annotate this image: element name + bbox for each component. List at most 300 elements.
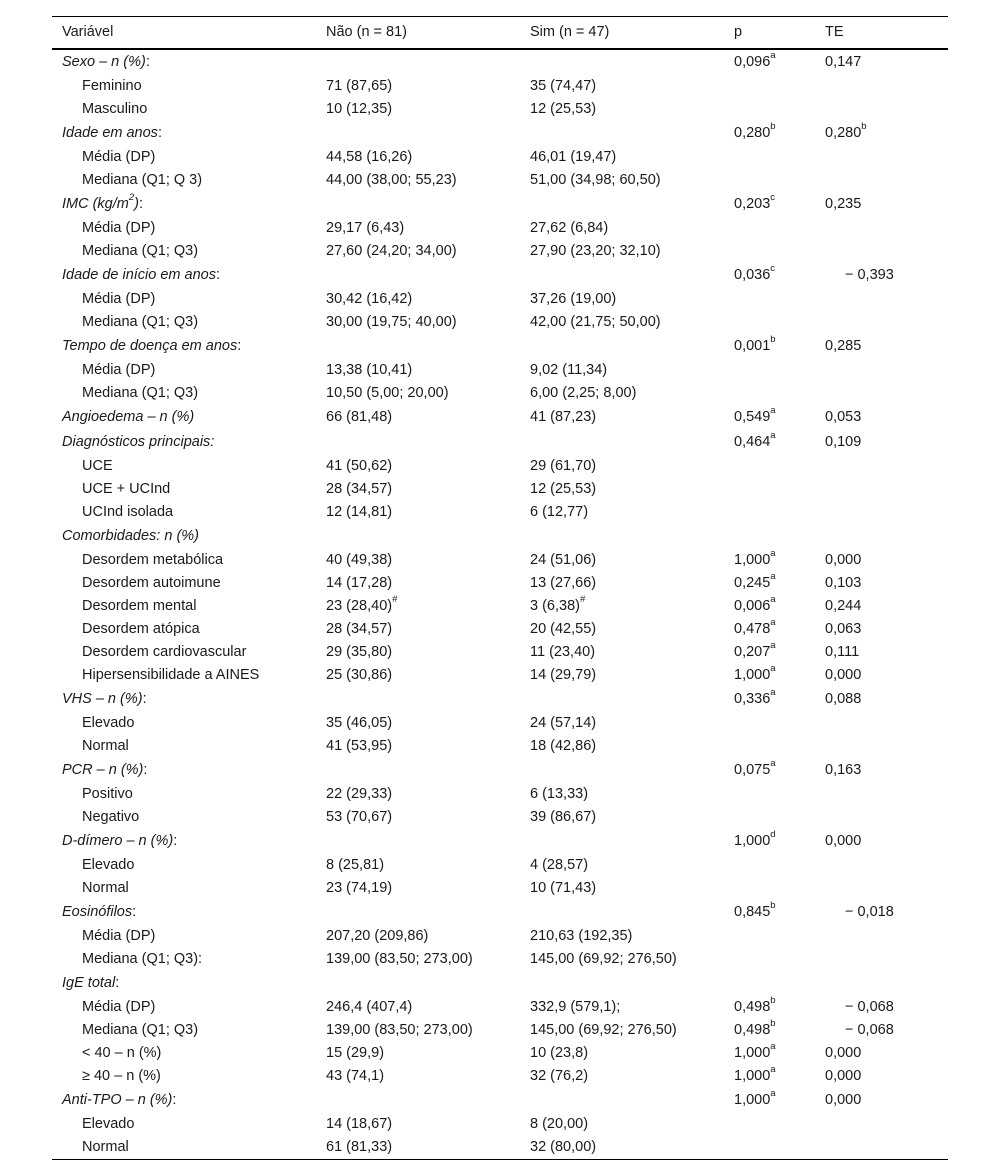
table-row [52,641,948,664]
cell-nao [326,455,392,478]
table-row [52,877,948,900]
value-te: 0,000 [825,1068,862,1084]
row-label: Masculino [82,101,148,117]
value-sim: 27,90 (23,20; 32,10) [530,243,661,259]
group-label: Comorbidades: n (%) [62,528,199,544]
table-row [52,311,948,334]
cell-te [825,549,861,572]
row-label [62,971,119,996]
table-row [52,925,948,948]
table-row [52,1136,948,1159]
value-sim: 39 (86,67) [530,809,597,825]
value-te: 0,088 [825,691,862,707]
cell-sim [530,75,596,98]
cell-p [734,900,776,925]
cell-nao [326,1019,473,1042]
cell-sim [530,455,596,478]
row-label: Mediana (Q1; Q 3) [82,172,203,188]
data-table [52,16,948,1160]
value-nao: 22 (29,33) [326,786,393,802]
value-nao: 61 (81,33) [326,1139,393,1155]
value-sim: 11 (23,40) [530,644,596,660]
cell-te [825,641,859,664]
cell-nao [326,996,412,1019]
value-nao: 12 (14,81) [326,504,393,520]
cell-te [825,50,861,75]
cell-p [734,263,775,288]
cell-sim [530,240,661,263]
label-superscript: 2 [128,192,135,204]
row-label: Positivo [82,786,133,802]
value-nao: 35 (46,05) [326,715,393,731]
value-sim: 32 (80,00) [530,1139,597,1155]
p-test-mark: a [770,548,776,560]
value-p: 0,498 [734,999,771,1015]
p-test-mark: b [770,900,776,912]
row-label: Desordem atópica [82,621,200,637]
value-nao: 44,00 (38,00; 55,23) [326,172,457,188]
header-sim: Sim (n = 47) [530,24,610,40]
row-label [62,430,214,455]
table-group-row [52,405,948,430]
cell-p [734,829,776,854]
cell-te [825,900,894,925]
table-row [52,169,948,192]
table-group-row [52,829,948,854]
row-label: Mediana (Q1; Q3) [82,243,199,259]
cell-nao [326,240,457,263]
cell-p [734,121,776,146]
cell-nao [326,75,392,98]
row-label: UCInd isolada [82,504,174,520]
cell-p [734,641,776,664]
p-test-mark: a [770,594,776,606]
p-test-mark: a [770,571,776,583]
label-suffix: : [172,1092,177,1108]
table-row [52,948,948,971]
table-row [52,146,948,169]
cell-sim [530,549,596,572]
cell-nao [326,595,397,618]
value-p: 1,000 [734,667,771,683]
cell-sim [530,595,585,618]
table-row [52,478,948,501]
row-label: Desordem metabólica [82,552,224,568]
value-te: 0,109 [825,434,862,450]
row-label: Feminino [82,78,142,94]
row-label: Elevado [82,1116,135,1132]
value-p: 0,478 [734,621,771,637]
p-test-mark: a [770,405,776,417]
value-sim: 14 (29,79) [530,667,597,683]
cell-sim [530,806,596,829]
value-te: 0,163 [825,762,862,778]
group-label: Diagnósticos principais: [62,434,215,450]
row-label [62,405,194,430]
cell-p [734,549,776,572]
label-suffix: : [115,975,120,991]
cell-te [825,572,861,595]
cell-p [734,50,776,75]
table-row [52,854,948,877]
cell-te [825,1042,861,1065]
cell-nao [326,405,392,430]
value-nao: 10,50 (5,00; 20,00) [326,385,449,401]
row-label: Média (DP) [82,220,156,236]
cell-nao [326,311,457,334]
header-te: TE [825,24,844,40]
table-group-row [52,971,948,996]
value-sim: 27,62 (6,84) [530,220,609,236]
row-label: UCE [82,458,113,474]
value-nao: 15 (29,9) [326,1045,385,1061]
p-test-mark: a [770,640,776,652]
cell-nao [326,1042,384,1065]
value-sim: 145,00 (69,92; 276,50) [530,951,677,967]
cell-p [734,430,776,455]
cell-sim [530,877,596,900]
row-label [62,687,147,712]
p-test-mark: a [770,1088,776,1100]
cell-p [734,664,776,687]
cell-nao [326,217,404,240]
value-p: 0,036 [734,267,771,283]
value-te: 0,280 [825,125,862,141]
label-suffix: : [139,196,144,212]
table-row [52,217,948,240]
value-te: 0,000 [825,1092,862,1108]
cell-te [825,618,861,641]
table-group-row [52,1088,948,1113]
row-label: Média (DP) [82,149,156,165]
value-nao: 41 (50,62) [326,458,393,474]
value-nao: 13,38 (10,41) [326,362,413,378]
cell-nao [326,146,412,169]
value-sim: 13 (27,66) [530,575,597,591]
cell-nao [326,948,473,971]
cell-sim [530,712,596,735]
row-label: Normal [82,738,129,754]
value-te: 0,000 [825,1045,862,1061]
row-label: Média (DP) [82,928,156,944]
cell-nao [326,806,392,829]
value-p: 0,464 [734,434,771,450]
value-nao: 246,4 (407,4) [326,999,413,1015]
row-label: ≥ 40 – n (%) [82,1068,161,1084]
table-group-row [52,900,948,925]
label-suffix: : [143,762,148,778]
value-sim: 3 (6,38) [530,598,580,614]
cell-nao [326,712,392,735]
table-group-row [52,758,948,783]
cell-sim [530,501,588,524]
value-te: 0,285 [825,338,862,354]
value-nao: 28 (34,57) [326,621,393,637]
cell-te [825,430,861,455]
value-nao: 8 (25,81) [326,857,385,873]
value-sim: 37,26 (19,00) [530,291,617,307]
value-sim: 42,00 (21,75; 50,00) [530,314,661,330]
group-label: D-dímero – n (%) [62,833,174,849]
row-label: Desordem autoimune [82,575,221,591]
table-row [52,75,948,98]
p-test-mark: a [770,430,776,442]
table-row [52,996,948,1019]
table-row [52,288,948,311]
label-suffix: : [142,691,147,707]
row-label [62,758,147,783]
table-row [52,572,948,595]
header-variable: Variável [62,24,114,40]
p-test-mark: a [770,617,776,629]
row-label: Mediana (Q1; Q3) [82,385,199,401]
cell-sim [530,783,588,806]
table-row [52,595,948,618]
row-label [62,192,143,217]
value-nao: 66 (81,48) [326,409,393,425]
p-test-mark: a [770,1064,776,1076]
value-p: 1,000 [734,1068,771,1084]
cell-p [734,1065,776,1088]
cell-sim [530,664,596,687]
row-label: < 40 – n (%) [82,1045,162,1061]
row-label [62,334,241,359]
cell-sim [530,572,596,595]
value-sim: 24 (51,06) [530,552,597,568]
group-label: Angioedema – n (%) [62,409,195,425]
value-te: 0,000 [825,667,862,683]
cell-nao [326,382,449,405]
value-sim: 32 (76,2) [530,1068,589,1084]
cell-sim [530,1019,677,1042]
table-row [52,382,948,405]
table-row [52,735,948,758]
value-te: − 0,018 [845,904,894,920]
value-nao: 71 (87,65) [326,78,393,94]
cell-nao [326,98,392,121]
table-group-row [52,430,948,455]
value-p: 0,207 [734,644,771,660]
label-suffix: : [173,833,178,849]
cell-p [734,572,776,595]
cell-sim [530,735,596,758]
row-label [62,121,162,146]
value-sim: 6 (13,33) [530,786,589,802]
table-row [52,618,948,641]
cell-te [825,334,861,359]
group-label: IMC (kg/m [62,196,129,212]
value-sim: 4 (28,57) [530,857,589,873]
label-suffix: : [157,125,162,141]
cell-nao [326,359,412,382]
row-label: Média (DP) [82,999,156,1015]
cell-p [734,996,776,1019]
value-p: 0,075 [734,762,771,778]
value-te: 0,000 [825,552,862,568]
value-p: 0,203 [734,196,771,212]
cell-nao [326,169,457,192]
cell-te [825,687,861,712]
sim-note-mark: # [579,594,586,606]
value-sim: 41 (87,23) [530,409,597,425]
table-group-row [52,121,948,146]
row-label: Negativo [82,809,140,825]
cell-te [825,192,861,217]
table-row [52,1113,948,1136]
value-sim: 145,00 (69,92; 276,50) [530,1022,677,1038]
value-p: 1,000 [734,1045,771,1061]
te-note-mark: b [861,121,867,133]
value-nao: 40 (49,38) [326,552,393,568]
cell-nao [326,501,392,524]
value-nao: 30,00 (19,75; 40,00) [326,314,457,330]
cell-nao [326,641,392,664]
table-row [52,240,948,263]
value-nao: 25 (30,86) [326,667,393,683]
value-p: 0,096 [734,54,771,70]
value-te: − 0,393 [845,267,894,283]
table-row [52,98,948,121]
value-nao: 30,42 (16,42) [326,291,413,307]
value-p: 0,280 [734,125,771,141]
value-nao: 14 (18,67) [326,1116,393,1132]
value-p: 0,549 [734,409,771,425]
cell-nao [326,288,412,311]
table-row [52,501,948,524]
row-label [62,50,150,75]
cell-p [734,595,776,618]
cell-te [825,829,861,854]
value-p: 1,000 [734,1092,771,1108]
cell-p [734,334,776,359]
cell-te [825,595,861,618]
p-test-mark: a [770,1041,776,1053]
cell-sim [530,641,595,664]
table-group-row [52,192,948,217]
table-row [52,783,948,806]
table-row [52,712,948,735]
cell-te [825,121,867,146]
cell-nao [326,664,392,687]
value-nao: 28 (34,57) [326,481,393,497]
cell-nao [326,854,384,877]
cell-nao [326,925,428,948]
label-suffix: : [237,338,242,354]
group-label: Anti-TPO – n (%) [62,1092,173,1108]
value-nao: 14 (17,28) [326,575,393,591]
table-group-row [52,334,948,359]
cell-p [734,758,776,783]
row-label: Mediana (Q1; Q3) [82,314,199,330]
value-sim: 24 (57,14) [530,715,597,731]
value-te: − 0,068 [845,999,894,1015]
row-label [62,1088,176,1113]
value-te: 0,103 [825,575,862,591]
value-sim: 10 (23,8) [530,1045,589,1061]
cell-sim [530,169,661,192]
row-label [62,900,136,925]
value-nao: 139,00 (83,50; 273,00) [326,1022,473,1038]
value-te: 0,111 [825,644,860,660]
p-test-mark: a [770,687,776,699]
row-label [62,829,177,854]
group-label: IgE total [62,975,116,991]
value-p: 0,498 [734,1022,771,1038]
cell-sim [530,146,616,169]
cell-nao [326,1136,392,1159]
row-label [62,524,199,549]
table-row [52,455,948,478]
group-label: Idade em anos [62,125,158,141]
value-sim: 9,02 (11,34) [530,362,608,378]
row-label [62,263,220,288]
label-suffix: : [145,54,150,70]
table-group-row [52,687,948,712]
row-label: UCE + UCInd [82,481,171,497]
value-te: 0,053 [825,409,862,425]
cell-p [734,1019,776,1042]
value-p: 0,336 [734,691,771,707]
row-label: Desordem cardiovascular [82,644,247,660]
p-test-mark: b [770,1018,776,1030]
label-tail: ) [134,196,139,212]
cell-sim [530,1136,596,1159]
row-label: Média (DP) [82,291,156,307]
cell-sim [530,1042,588,1065]
table-row [52,1042,948,1065]
value-nao: 27,60 (24,20; 34,00) [326,243,457,259]
value-nao: 139,00 (83,50; 273,00) [326,951,473,967]
value-sim: 35 (74,47) [530,78,597,94]
value-p: 0,845 [734,904,771,920]
cell-te [825,758,861,783]
p-test-mark: d [770,829,776,841]
cell-nao [326,478,392,501]
group-label: Tempo de doença em anos [62,338,238,354]
cell-te [825,1088,861,1113]
p-test-mark: a [770,758,776,770]
value-sim: 6,00 (2,25; 8,00) [530,385,637,401]
group-label: Idade de início em anos [62,267,216,283]
cell-p [734,405,776,430]
cell-sim [530,854,588,877]
value-nao: 29,17 (6,43) [326,220,405,236]
value-sim: 18 (42,86) [530,738,597,754]
p-test-mark: b [770,121,776,133]
nao-note-mark: # [392,594,398,606]
value-sim: 6 (12,77) [530,504,589,520]
cell-sim [530,925,632,948]
table-header [52,17,948,50]
value-nao: 207,20 (209,86) [326,928,429,944]
p-test-mark: c [770,263,776,275]
value-sim: 12 (25,53) [530,481,597,497]
group-label: PCR – n (%) [62,762,144,778]
header-p: p [734,24,743,40]
cell-sim [530,618,596,641]
group-label: Sexo – n (%) [62,54,146,70]
p-test-mark: a [770,663,776,675]
row-label: Mediana (Q1; Q3): [82,951,203,967]
cell-te [825,664,861,687]
cell-te [825,996,894,1019]
cell-sim [530,948,677,971]
value-sim: 20 (42,55) [530,621,597,637]
label-suffix: : [215,267,220,283]
cell-sim [530,217,608,240]
group-label: VHS – n (%) [62,691,143,707]
cell-p [734,618,776,641]
